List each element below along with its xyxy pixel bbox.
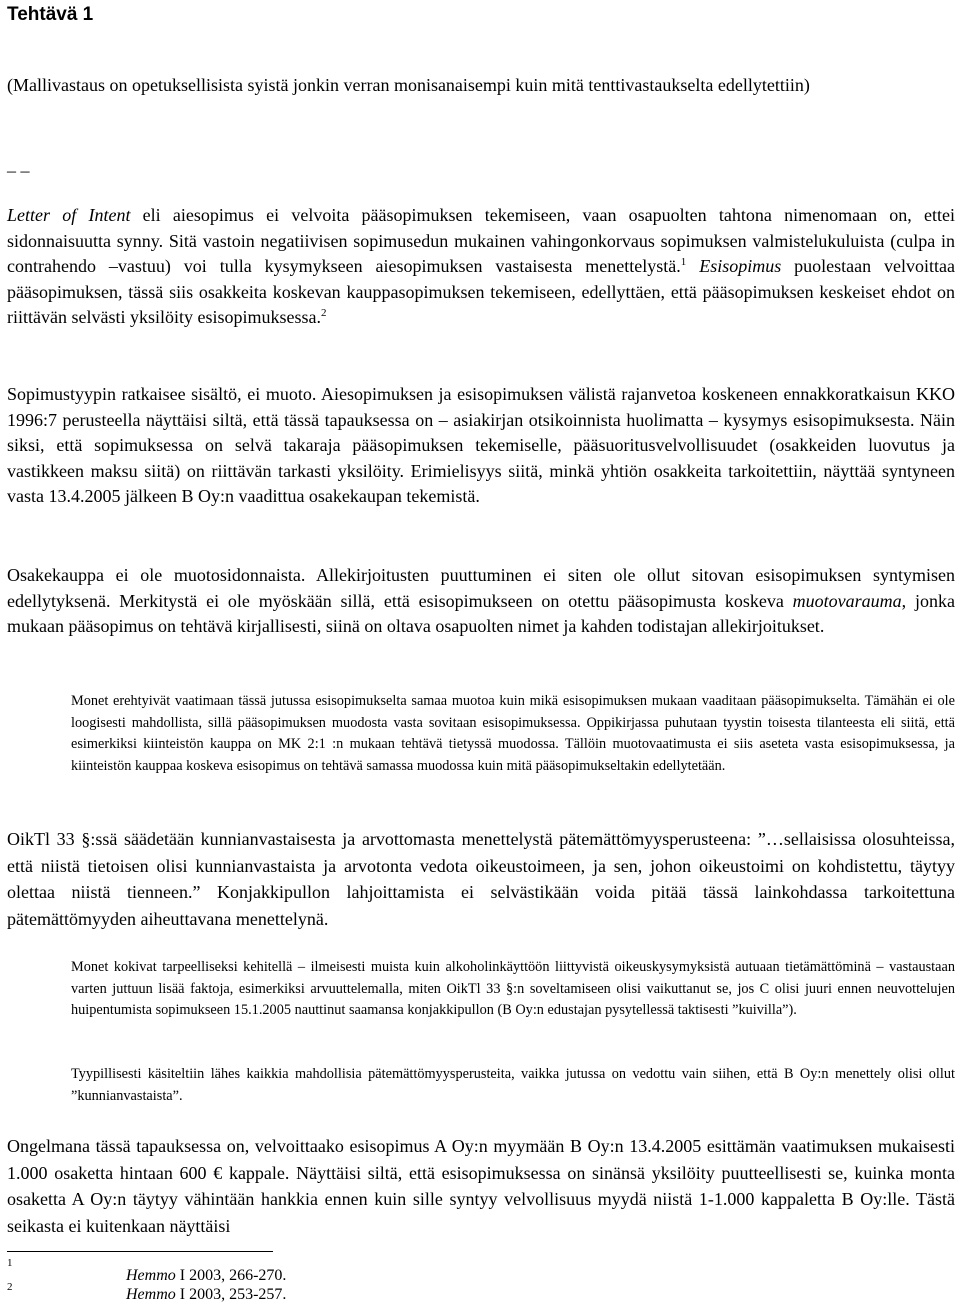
term-esisopimus: Esisopimus: [699, 256, 782, 277]
paragraph-osakekauppa: [7, 563, 955, 640]
paragraph-ongelma: Ongelmana tässä tapauksessa on, velvoittaako esisopimus A Oy:n myymään B Oy:n 13.4.2005 esittämän vaatimuksen mukaisesti 1.000 osaketta hintaan 600 € kappale. Näyttäisi siltä, että esisopimuksessa on sinänsä yksilöity puutteellisesti se, kuinka monta osaketta A Oy:n täytyy vähintään hankkia ennen kuin sille syntyy velvollisuus myydä niistä 1-1.000 kappaletta B Oy:lle. Tästä seikasta ei kuitenkaan näyttäisi: [7, 1136, 955, 1236]
footnote-ref-2[interactable]: 2: [320, 307, 327, 320]
paragraph-text: puolestaan velvoittaa pääsopimuksen, tässä siis osakkeita koskevan kauppasopimuksen tekemiseen, edellyttäen, että pääsopimuksen keskeiset ehdot on riittävän selvästi yksilöity esisopimuksessa.: [7, 256, 955, 328]
footnote-separator: [7, 1251, 273, 1252]
footnote-2: [126, 1285, 286, 1305]
footnote-source: Hemmo: [126, 1267, 176, 1284]
paragraph-sopimustyyppi: Sopimustyypin ratkaisee sisältö, ei muoto. Aiesopimuksen ja esisopimuksen välistä rajanvetoa koskeneen ennakkoratkaisun KKO 1996:7 perusteella näyttäisi siltä, että tässä tapauksessa on – asiakirjan otsikoinnista huolimatta – kysymys esisopimuksesta. Näin siksi, että sopimuksessa on selvä takaraja pääsopimuksen tekemiselle, pääsuoritusvelvollisuudet (osakkeiden luovutus ja vastikkeen maksu siitä) on riittävän tarkasti yksilöity. Erimielisyys siitä, minkä yhtiön osakkeita tarkoitettiin, näyttää syntyneen vasta 13.4.2005 jälkeen B Oy:n vaadittua osakekaupan tekemistä.: [7, 384, 955, 507]
footnote-number-2: 2: [7, 1281, 13, 1293]
page-title: Tehtävä 1: [7, 4, 94, 25]
note-patemattomyys: Tyypillisesti käsiteltiin lähes kaikkia mahdollisia pätemättömyysperusteita, vaikka jutussa on vedottu vain siihen, että B Oy:n menettely olisi ollut ”kunnianvastaista”.: [71, 1066, 955, 1104]
paragraph-text: eli aiesopimus ei velvoita pääsopimuksen tekemiseen, vaan osapuolten tahtona nimenomaan on, ettei sidonnaisuutta synny. Sitä vastoin negatiivisen sopimusedun mukainen vahingonkorvaus sopimuksen valmistelukuluista (culpa in contrahendo –vastuu) voi tulla kysymykseen aiesopimuksen vastaisesta menettelystä.: [7, 205, 956, 277]
term-muotovarauma: muotovarauma: [792, 590, 902, 611]
footnote-number-1: 1: [7, 1257, 13, 1269]
separator: _ _: [7, 154, 30, 174]
footnote-source: Hemmo: [126, 1286, 176, 1303]
footnote-1: [126, 1266, 286, 1286]
paragraph-oiktl-33: OikTl 33 §:ssä säädetään kunnianvastaisesta ja arvottomasta menettelystä pätemättömyysperusteena: ”…sellaisissa olosuhteissa, että niistä tietoisen olisi kunnianvastaista ja arvotonta vedota oikeustoimeen, ja sen, johon oikeustoimi on kohdistettu, täytyy olettaa niistä tienneen.” Konjakkipullon lahjoittamista ei selvästikään voida pitää tässä lainkohdassa tarkoitettuna pätemättömyyden aiheuttavana menettelynä.: [7, 829, 955, 929]
footnote-text: I 2003, 253-257.: [175, 1286, 287, 1303]
footnote-ref-1[interactable]: 1: [680, 256, 687, 269]
paragraph-letter-of-intent: [7, 203, 955, 331]
paragraph-text: , jonka mukaan pääsopimus on tehtävä kirjallisesti, siinä on oltava osapuolten nimet ja kahden todistajan allekirjoitukset.: [7, 590, 955, 637]
note-konjakki: Monet kokivat tarpeelliseksi kehitellä – ilmeisesti muista kuin alkoholinkäyttöön liittyvistä oikeuskysymyksistä autuaan tietämättöminä – vastaustaan varten juttuun lisää faktoja, esimerkiksi arvuuttelemalla, miten OikTl 33 §:n soveltamiseen olisi vaikuttanut se, jos C olisi juuri ennen neuvottelujen huipentumista sopimukseen 15.1.2005 nauttinut saamansa konjakkipullon (B Oy:n edustajan pysytellessä taktisesti ”kuivilla”).: [71, 959, 955, 1018]
intro-paragraph: (Mallivastaus on opetuksellisista syistä jonkin verran monisanaisempi kuin mitä tenttivastaukselta edellytettiin): [7, 75, 810, 95]
paragraph-text: Osakekauppa ei ole muotosidonnaista. Allekirjoitusten puuttuminen ei siten ole ollut sitovan esisopimuksen syntymisen edellytyksenä. Merkitystä ei ole myöskään sillä, että esisopimukseen on otettu pääsopimusta koskeva: [7, 565, 955, 611]
footnote-text: I 2003, 266-270.: [175, 1267, 287, 1284]
term-letter-of-intent: Letter of Intent: [7, 205, 131, 225]
note-muoto: Monet erehtyivät vaatimaan tässä jutussa esisopimukselta samaa muotoa kuin mikä esisopimuksen mukaan vaaditaan pääsopimukselta. Tämähän ei ole loogisesti mahdollista, sillä pääsopimuksen muodosta vasta sovitaan esisopimuksessa. Oppikirjassa puhutaan tyystin toisesta tilanteesta eli siitä, että esimerkiksi kiinteistön kauppa on MK 2:1 :n mukaan tehtävä tietyssä muodossa. Tällöin muotovaatimusta ei siis aseteta vasta esisopimuksessa, ja kiinteistön kauppaa koskeva esisopimus on tehtävä samassa muodossa kuin mitä pääsopimukseltakin edellytetään.: [71, 693, 955, 774]
